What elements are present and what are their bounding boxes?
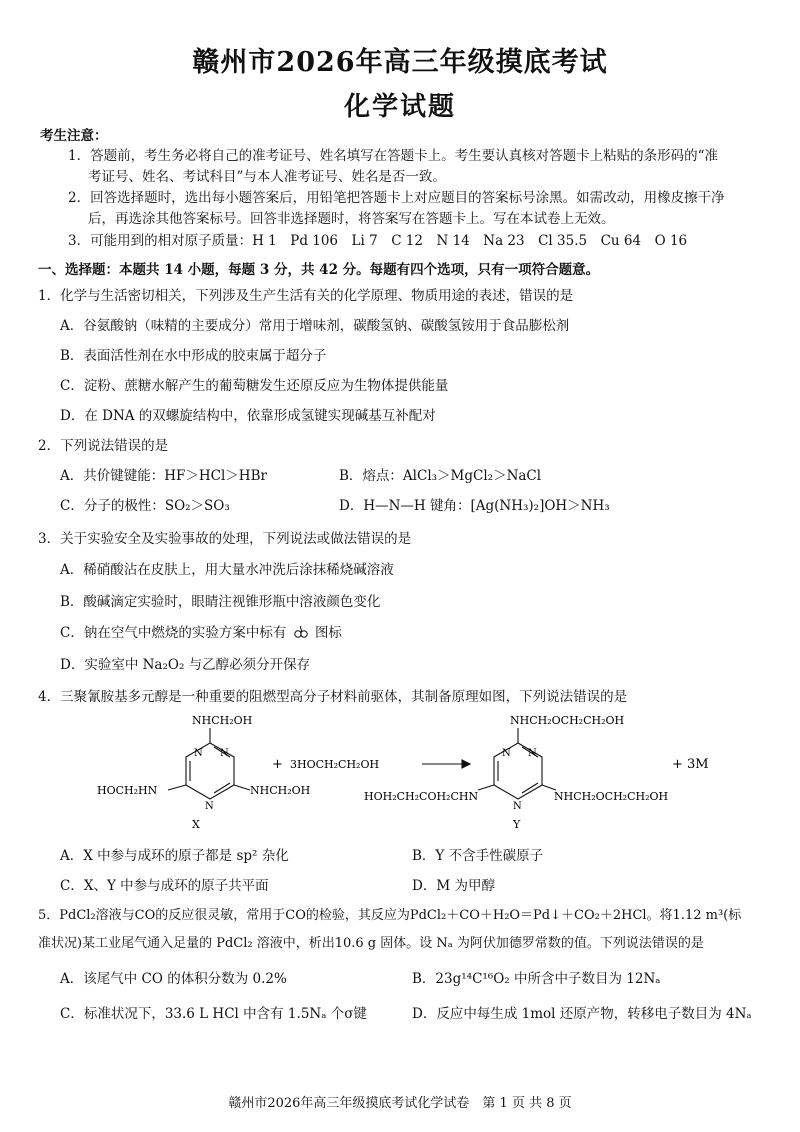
q1-option-d: D．在 DNA 的双螺旋结构中，依靠形成氢键实现碱基互补配对 <box>60 408 436 424</box>
q5-option-a: A．该尾气中 CO 的体积分数为 0.2% <box>60 971 287 987</box>
q4-option-c: C．X、Y 中参与成环的原子共平面 <box>60 878 269 894</box>
q5-stem-line1: 5．PdCl₂溶液与CO的反应很灵敏，常用于CO的检验，其反应为PdCl₂＋CO＋H₂O＝Pd↓＋CO₂＋2HCl。将1.12 m³(标 <box>38 908 742 923</box>
page-footer: 赣州市2026年高三年级摸底考试化学试卷 第 1 页 共 8 页 <box>228 1096 572 1111</box>
y-left-group: HOH₂CH₂COH₂CHN <box>364 790 479 803</box>
y-ring-n2: N <box>528 748 537 759</box>
q3-option-a: A．稀硝酸沾在皮肤上，用大量水冲洗后涂抹稀烧碱溶液 <box>60 562 394 578</box>
section-heading: 一、选择题：本题共 14 小题，每题 3 分，共 42 分。每题有四个选项，只有一项符合题意。 <box>38 262 600 278</box>
reagent-glycol: 3HOCH₂CH₂OH <box>290 758 380 771</box>
y-right-group: NHCH₂OCH₂CH₂OH <box>554 790 669 803</box>
y-ring-n1: N <box>502 748 511 759</box>
notice-heading: 考生注意： <box>40 128 108 144</box>
q3-option-c-tail: 图标 <box>314 625 342 641</box>
x-right-group: NHCH₂OH <box>250 784 311 797</box>
exam-subtitle: 化学试题 <box>343 92 456 122</box>
triazine-ring-y <box>478 728 556 799</box>
notice-item-3: 3．可能用到的相对原子质量：H 1 Pd 106 Li 7 C 12 N 14 Na 23 Cl 35.5 Cu 64 O 16 <box>68 233 688 249</box>
q2-option-c: C．分子的极性：SO₂＞SO₃ <box>60 498 230 514</box>
exam-title: 赣州市2026年高三年级摸底考试 <box>192 47 608 78</box>
notice-item-1-cont: 考证号、姓名、考试科目”与本人准考证号、姓名是否一致。 <box>88 169 446 185</box>
flame-hazard-icon <box>293 625 309 639</box>
q2-stem: 2．下列说法错误的是 <box>38 438 169 454</box>
q5-stem-line2: 准状况)某工业尾气通入足量的 PdCl₂ 溶液中，析出10.6 g 固体。设 Nₐ 为阿伏加德罗常数的值。下列说法错误的是 <box>38 936 704 951</box>
notice-item-2: 2．回答选择题时，选出每小题答案后，用铅笔把答题卡上对应题目的答案标号涂黑。如需改动，用橡皮擦干净 <box>68 190 725 206</box>
byproduct-m: + 3M <box>672 757 709 772</box>
q3-option-c-text: C．钠在空气中燃烧的实验方案中标有 <box>60 625 287 641</box>
reaction-arrow <box>422 760 470 768</box>
q1-stem: 1．化学与生活密切相关，下列涉及生产生活有关的化学原理、物质用途的表述，错误的是 <box>38 288 574 304</box>
q3-option-b: B．酸碱滴定实验时，眼睛注视锥形瓶中溶液颜色变化 <box>60 594 381 610</box>
q4-option-b: B．Y 不含手性碳原子 <box>412 848 544 864</box>
q3-stem: 3．关于实验安全及实验事故的处理，下列说法或做法错误的是 <box>38 531 412 547</box>
notice-item-1: 1．答题前，考生务必将自己的准考证号、姓名填写在答题卡上。考生要认真核对答题卡上粘贴的条形码的“准 <box>68 148 718 164</box>
q2-option-d: D．H—N—H 键角：[Ag(NH₃)₂]OH＞NH₃ <box>339 498 610 514</box>
plus-sign: + <box>272 757 283 772</box>
triazine-ring-x <box>168 728 250 799</box>
q5-option-b: B．23g¹⁴C¹⁶O₂ 中所含中子数目为 12Nₐ <box>412 971 661 987</box>
q4-stem: 4．三聚氰胺基多元醇是一种重要的阻燃型高分子材料前驱体，其制备原理如图，下列说法错误的是 <box>38 689 628 705</box>
x-label: X <box>192 818 200 831</box>
q2-option-b: B．熔点：AlCl₃＞MgCl₂＞NaCl <box>339 468 542 484</box>
q1-option-a: A．谷氨酸钠（味精的主要成分）常用于增味剂，碳酸氢钠、碳酸氢铵用于食品膨松剂 <box>60 318 570 334</box>
q3-option-c <box>60 624 342 642</box>
y-top-group: NHCH₂OCH₂CH₂OH <box>510 714 625 727</box>
q1-option-b: B．表面活性剂在水中形成的胶束属于超分子 <box>60 348 327 364</box>
x-top-group: NHCH₂OH <box>192 714 253 727</box>
notice-item-2-cont: 后，再选涂其他答案标号。回答非选择题时，将答案写在答题卡上。写在本试卷上无效。 <box>88 211 615 227</box>
q5-option-d: D．反应中每生成 1mol 还原产物，转移电子数目为 4Nₐ <box>412 1006 752 1022</box>
q4-option-d: D．M 为甲醇 <box>412 878 495 894</box>
x-ring-n3: N <box>205 801 214 812</box>
q1-option-c: C．淀粉、蔗糖水解产生的葡萄糖发生还原反应为生物体提供能量 <box>60 378 449 394</box>
y-ring-n3: N <box>513 801 522 812</box>
x-left-group: HOCH₂HN <box>97 784 158 797</box>
q4-option-a: A．X 中参与成环的原子都是 sp² 杂化 <box>60 848 289 864</box>
reaction-diagram <box>0 712 800 832</box>
x-ring-n1: N <box>194 748 203 759</box>
q2-option-a: A．共价键键能：HF＞HCl＞HBr <box>60 468 267 484</box>
y-label: Y <box>513 818 521 831</box>
q3-option-d: D．实验室中 Na₂O₂ 与乙醇必须分开保存 <box>60 657 311 673</box>
x-ring-n2: N <box>220 748 229 759</box>
q5-option-c: C．标准状况下，33.6 L HCl 中含有 1.5Nₐ 个σ键 <box>60 1006 367 1022</box>
